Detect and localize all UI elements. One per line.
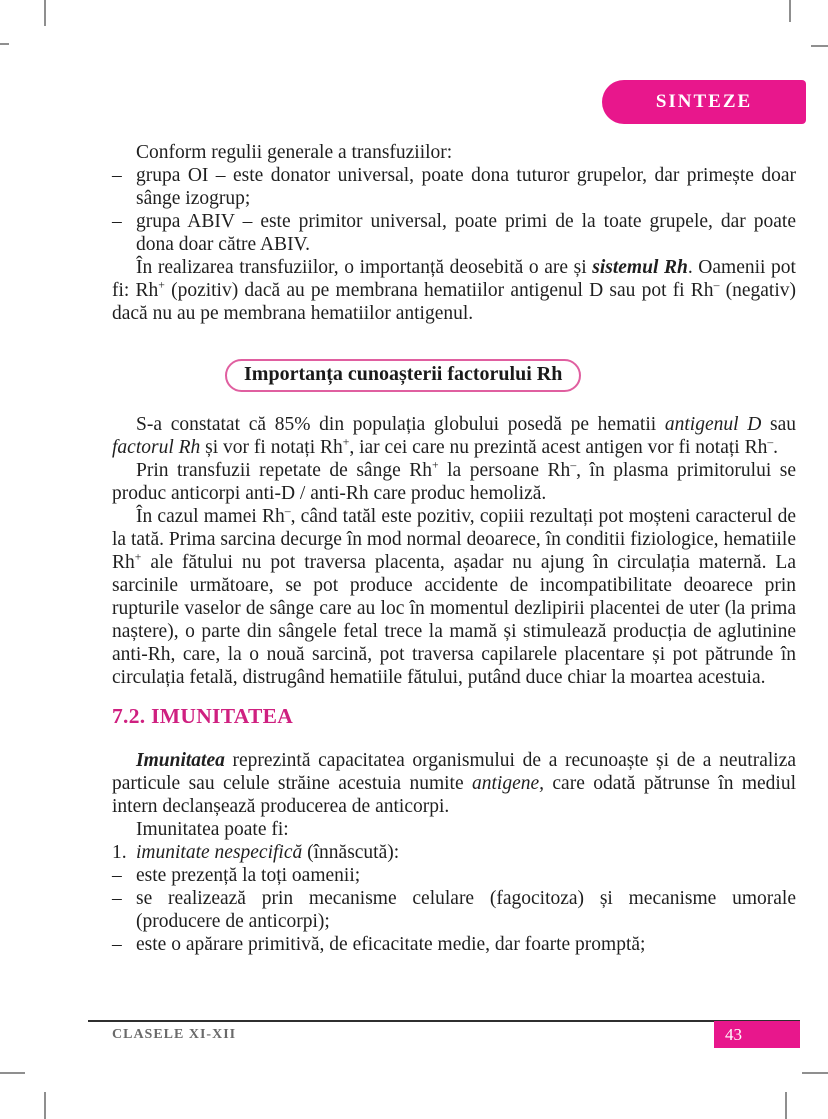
dash-marker: – bbox=[112, 211, 122, 232]
list-item-text: se realizează prin mecanisme celulare (fagocitoza) și mecanisme umorale (producere de anticorpi); bbox=[136, 888, 796, 932]
page-number: 43 bbox=[725, 1025, 742, 1044]
paragraph-mama-rh: În cazul mamei Rh–, când tatăl este pozitiv, copiii rezultați pot moșteni caracterul de la tată. Prima sarcina decurge în mod normal deoarece, în conditii fiziologice, hematiile Rh+ ale fătului nu pot traversa placenta, așadar nu ajung în circulația maternă. La sarcinile următoare, se pot produce accidente de incompatibilitate deoarece prin rupturile vaselor de sânge care au loc în momentul dezlipirii placentei de uter (la prima naștere), o parte din sângele fetal trece la mamă și stimulează producția de aglutinine anti-Rh, care, la o nouă sarcină, pot traversa capilarele placentare și pot pătrunde în circulația fetală, distrugând hematiile fătului, putând duce chiar la moartea acestuia. bbox=[112, 504, 796, 688]
list-item bbox=[112, 164, 796, 210]
numbered-list-item bbox=[112, 841, 796, 864]
footer-rule bbox=[88, 1020, 800, 1022]
crop-mark-bottom-left-horizontal bbox=[0, 1072, 25, 1074]
page-content bbox=[112, 141, 796, 956]
dash-marker: – bbox=[112, 865, 122, 886]
crop-mark-bottom-left-vertical bbox=[44, 1092, 46, 1119]
chapter-badge-label: SINTEZE bbox=[655, 91, 753, 112]
list-item bbox=[112, 210, 796, 256]
list-item-text: grupa OI – este donator universal, poate dona tuturor grupelor, dar primește doar sânge izogrup; bbox=[136, 165, 796, 209]
crop-mark-bottom-right-vertical bbox=[785, 1092, 787, 1119]
boxed-heading: Importanța cunoașterii factorului Rh bbox=[225, 359, 581, 392]
paragraph-imunitatea-poate-fi: Imunitatea poate fi: bbox=[136, 819, 289, 840]
paragraph-antigen-d: S-a constatat că 85% din populația globului posedă pe hematii antigenul D sau factorul Rh și vor fi notați Rh+, iar cei care nu prezintă acest antigen vor fi notați Rh–. bbox=[112, 414, 797, 458]
number-marker: 1. bbox=[112, 842, 127, 863]
dash-marker: – bbox=[112, 165, 122, 186]
footer-class-label: CLASELE XI-XII bbox=[112, 1027, 237, 1042]
dash-marker: – bbox=[112, 934, 122, 955]
crop-mark-top-right-vertical bbox=[789, 0, 791, 22]
paragraph-rh-system: În realizarea transfuziilor, o importanță deosebită o are și sistemul Rh. Oamenii pot fi: Rh+ (pozitiv) dacă au pe membrana hematiilor antigenul D sau pot fi Rh– (negativ) dacă nu au pe membrana hematiilor antigenul. bbox=[112, 257, 796, 324]
crop-mark-bottom-right-horizontal bbox=[802, 1072, 828, 1074]
boxed-heading-row bbox=[225, 359, 796, 396]
list-item-text: imunitate nespecifică (înnăscută): bbox=[136, 842, 400, 863]
list-item-text: grupa ABIV – este primitor universal, poate primi de la toate grupele, dar poate dona doar către ABIV. bbox=[136, 211, 796, 255]
list-item bbox=[112, 864, 796, 887]
crop-mark-top-left-vertical bbox=[44, 0, 46, 26]
paragraph-intro: Conform regulii generale a transfuziilor: bbox=[136, 142, 453, 163]
list-item bbox=[112, 887, 796, 933]
paragraph-transfuzii-repetate: Prin transfuzii repetate de sânge Rh+ la persoane Rh–, în plasma primitorului se produc anticorpi anti-D / anti-Rh care produc hemoliză. bbox=[112, 458, 797, 504]
section-heading: 7.2. IMUNITATEA bbox=[112, 704, 294, 728]
list-item-text: este o apărare primitivă, de eficacitate medie, dar foarte promptă; bbox=[136, 934, 646, 955]
dash-marker: – bbox=[112, 888, 122, 909]
chapter-badge bbox=[602, 80, 806, 124]
list-item bbox=[112, 933, 796, 956]
crop-mark-left-horizontal bbox=[0, 43, 9, 45]
page-number-box bbox=[714, 1021, 800, 1048]
paragraph-imunitatea: Imunitatea reprezintă capacitatea organismului de a recunoaște și de a neutraliza particule sau celule străine acestuia numite antigene, care odată pătrunse în mediul intern declanșează producerea de anticorpi. bbox=[112, 750, 796, 817]
crop-mark-right-horizontal bbox=[811, 45, 828, 47]
list-item-text: este prezență la toți oamenii; bbox=[136, 865, 361, 886]
